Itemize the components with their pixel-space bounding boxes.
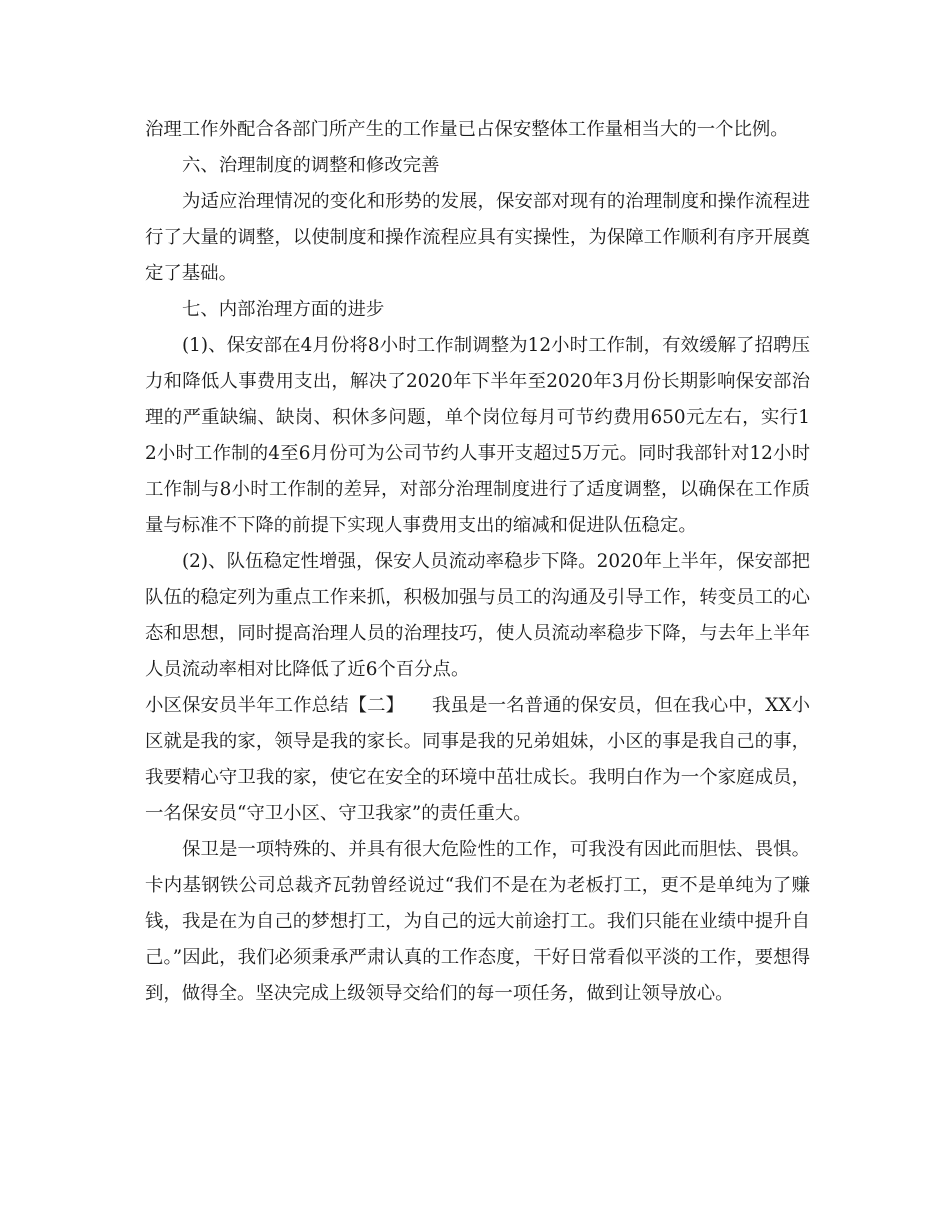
document-body	[145, 112, 810, 1012]
paragraph-security-work: 保卫是一项特殊的、并具有很大危险性的工作，可我没有因此而胆怯、畏惧。卡内基钢铁公司总裁齐瓦勃曾经说过“我们不是在为老板打工，更不是单纯为了赚钱，我是在为自己的梦想打工，为自己的远大前途打工。我们只能在业绩中提升自己。”因此，我们必须秉承严肃认真的工作态度，干好日常看似平淡的工作，要想得到，做得全。坚决完成上级领导交给们的每一项任务，做到让领导放心。	[145, 839, 810, 1004]
paragraph-item-2: (2)、队伍稳定性增强，保安人员流动率稳步下降。2020年上半年，保安部把队伍的稳定列为重点工作来抓，积极加强与员工的沟通及引导工作，转变员工的心态和思想，同时提高治理人员的治理技巧，使人员流动率稳步下降，与去年上半年人员流动率相对比降低了近6个百分点。	[145, 551, 810, 680]
section-heading-seven: 七、内部治理方面的进步	[182, 299, 385, 320]
paragraph-item-1: (1)、保安部在4月份将8小时工作制调整为12小时工作制，有效缓解了招聘压力和降低人事费用支出，解决了2020年下半年至2020年3月份长期影响保安部治理的严重缺编、缺岗、积休多问题，单个岗位每月可节约费用650元左右，实行12小时工作制的4至6月份可为公司节约人事开支超过5万元。同时我部针对12小时工作制与8小时工作制的差异，对部分治理制度进行了适度调整，以确保在工作质量与标准不下降的前提下实现人事费用支出的缩减和促进队伍稳定。	[145, 335, 810, 536]
paragraph-summary-two: 小区保安员半年工作总结【二】 我虽是一名普通的保安员，但在我心中，XX小区就是我的家，领导是我的家长。同事是我的兄弟姐妹，小区的事是我自己的事，我要精心守卫我的家，使它在安全的环境中茁壮成长。我明白作为一个家庭成员，一名保安员“守卫小区、守卫我家”的责任重大。	[145, 695, 810, 824]
paragraph-system-adjustment: 为适应治理情况的变化和形势的发展，保安部对现有的治理制度和操作流程进行了大量的调整，以使制度和操作流程应具有实操性，为保障工作顺利有序开展奠定了基础。	[145, 191, 810, 284]
section-heading-six: 六、治理制度的调整和修改完善	[182, 155, 440, 176]
paragraph-continuation: 治理工作外配合各部门所产生的工作量已占保安整体工作量相当大的一个比例。	[145, 119, 789, 140]
